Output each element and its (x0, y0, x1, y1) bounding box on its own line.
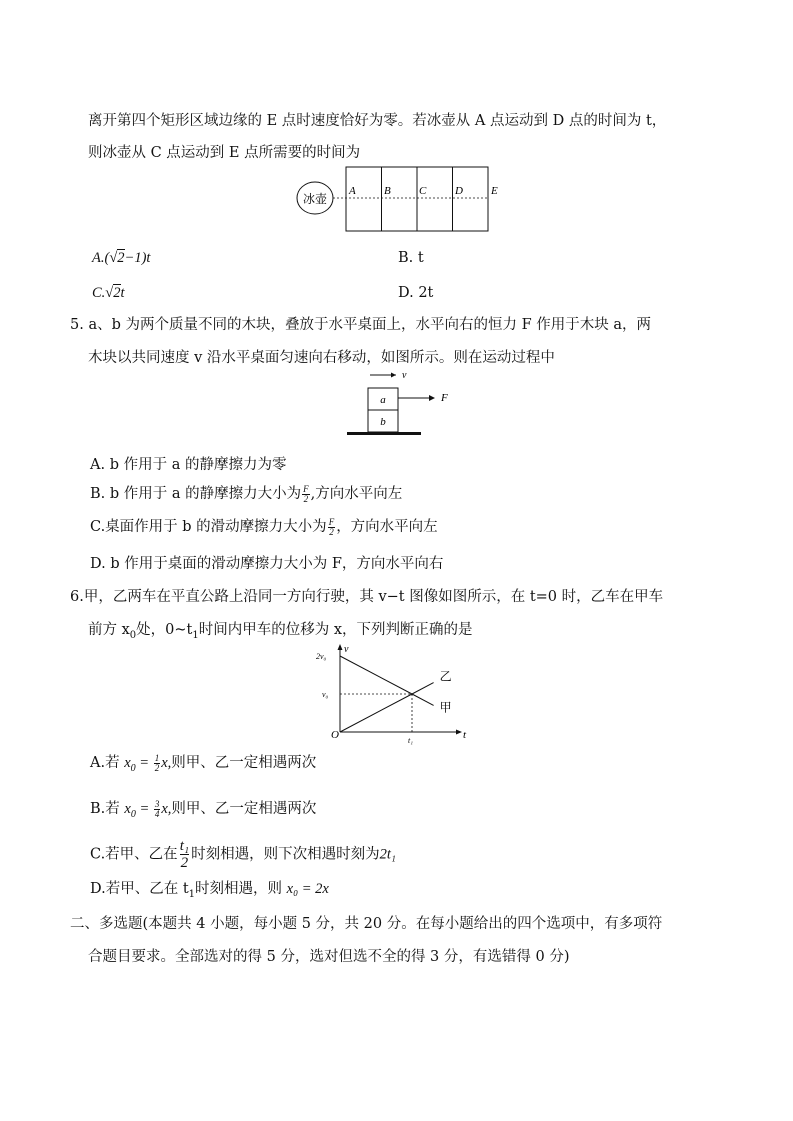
q6-vt-chart (310, 642, 470, 744)
chart-series (340, 656, 434, 732)
section2-header-line2: 合题目要求。全部选对的得 5 分，选对但选不全的得 3 分，有选错得 0 分) (88, 949, 570, 965)
series-label-1: 甲 (439, 700, 452, 715)
tick-label-origin: O (331, 729, 339, 741)
fraction-f-over-2: $\frac{F}{2}$ (303, 483, 309, 504)
tick-label-2v0: 2v₀ (316, 652, 327, 661)
chart-labels (316, 644, 467, 745)
q5-option-a[interactable]: A. b 作用于 a 的静摩擦力为零 (90, 457, 287, 473)
tick-label-v0: v₀ (322, 690, 329, 699)
q5-stem-line1: 5. a、b 为两个质量不同的木块，叠放于水平桌面上，水平向右的恒力 F 作用于木块 a，两 (70, 317, 652, 333)
q6-stem-line1: 6.甲，乙两车在平直公路上沿同一方向行驶，其 v−t 图像如图所示，在 t=0 时，乙车在甲车 (70, 589, 664, 605)
q4-option-b[interactable]: B. t (398, 250, 424, 266)
q6-option-c[interactable]: C.若甲、乙在 $\frac{\text{t₁}}{2}$ 时刻相遇，则下次相遇时刻为2t₁ (90, 838, 396, 871)
puck-label: 冰壶 (302, 192, 328, 206)
series-label-0: 乙 (439, 669, 452, 684)
q4-curling-figure (296, 166, 506, 234)
x-axis-arrow (456, 730, 462, 735)
q4-option-a[interactable]: A.(√2−1)t (92, 250, 151, 266)
q5-option-c[interactable]: C.桌面作用于 b 的滑动摩擦力大小为 $\frac{F}{2}$ ，方向水平向左 (90, 516, 438, 537)
y-axis-label: v (344, 644, 349, 655)
series-line-0 (340, 683, 434, 732)
point-d: D (455, 185, 463, 197)
block-b-label: b (380, 416, 386, 428)
point-e: E (491, 185, 498, 197)
chart-axes (338, 644, 463, 735)
q4-option-c[interactable]: C.√2t (92, 285, 125, 301)
block-a-label: a (380, 394, 386, 406)
point-c: C (419, 185, 427, 197)
q5-option-d[interactable]: D. b 作用于桌面的滑动摩擦力大小为 F，方向水平向右 (90, 556, 444, 572)
force-label: F (441, 392, 448, 404)
fraction-f-over-2: $\frac{F}{2}$ (328, 516, 335, 537)
q6-stem-line2: 前方 $x_0$处，$0\sim t_1$时间内甲车的位移为 x，下列判断正确的是 (88, 622, 473, 641)
q6-option-a[interactable]: A.若 $x_0$ = $\frac{1}{2}$ x,则甲、乙一定相遇两次 (90, 752, 317, 774)
series-line-1 (340, 656, 434, 705)
q6-option-d[interactable]: D.若甲、乙在 $t_1$时刻相遇，则 x₀ = 2x (90, 881, 329, 900)
tick-label-t1: t₁ (408, 736, 414, 745)
q5-blocks-figure (344, 366, 464, 440)
q5-stem-line2: 木块以共同速度 v 沿水平桌面匀速向右移动，如图所示。则在运动过程中 (88, 350, 555, 366)
velocity-label: v (402, 370, 407, 381)
table-surface (347, 432, 421, 435)
q4-stem-line1: 离开第四个矩形区域边缘的 E 点时速度恰好为零。若冰壶从 A 点运动到 D 点的时间为 t， (88, 113, 667, 129)
point-b: B (384, 185, 391, 197)
q6-option-b[interactable]: B.若 $x_0$ = $\frac{3}{4}$ x,则甲、乙一定相遇两次 (90, 798, 317, 820)
q4-stem-line2: 则冰壶从 C 点运动到 E 点所需要的时间为 (88, 145, 361, 161)
q5-option-b[interactable]: B. b 作用于 a 的静摩擦力大小为 $\frac{F}{2}$ ,方向水平向左 (90, 483, 403, 504)
fraction-t1-over-2: $\frac{\text{t₁}}{2}$ (179, 838, 190, 871)
point-a: A (349, 185, 356, 197)
y-axis-arrow (338, 644, 343, 650)
x-axis-label: t (463, 729, 467, 741)
q4-option-d[interactable]: D. 2t (398, 285, 434, 301)
section2-header-line1: 二、多选题(本题共 4 小题，每小题 5 分，共 20 分。在每小题给出的四个选项中，有多项符 (70, 916, 663, 932)
